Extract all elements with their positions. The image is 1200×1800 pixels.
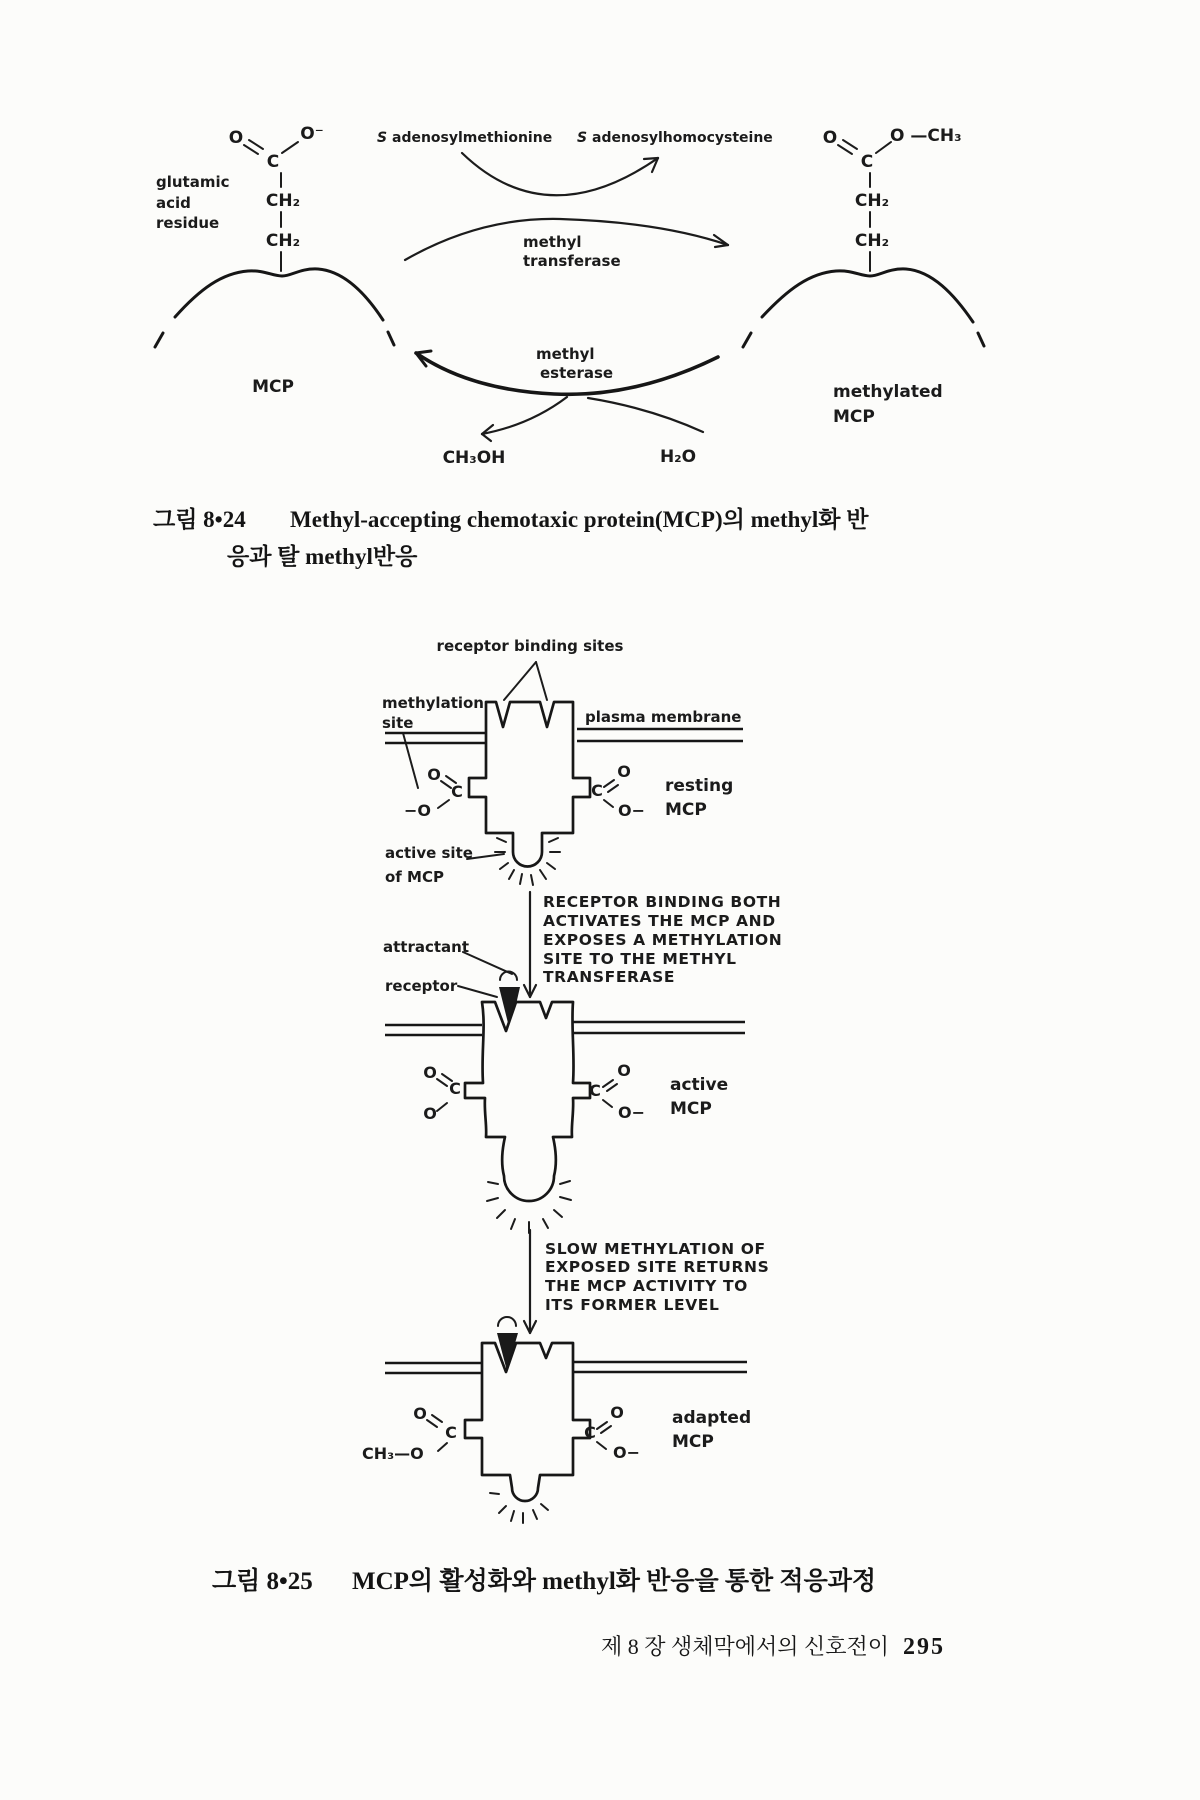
figure-8-25-diagram: [300, 600, 800, 1600]
text-line: SLOW METHYLATION OF: [545, 1240, 766, 1258]
group-ch2: CH₂: [265, 231, 301, 251]
atom-o: O: [617, 762, 631, 781]
group-ch2: CH₂: [265, 191, 301, 211]
adapted-mcp-label: [672, 1408, 751, 1452]
adapted-mcp-protein: [465, 1343, 590, 1501]
text-line: ITS FORMER LEVEL: [545, 1296, 720, 1314]
active-site-of-mcp-label: [385, 844, 473, 886]
label-line: site: [382, 714, 414, 732]
s-adenosylmethionine-label: [377, 130, 552, 146]
label-text: adenosylmethionine: [392, 130, 553, 146]
methylated-glutamate-structure: [823, 126, 962, 271]
active-right-carboxyl: [589, 1061, 645, 1122]
figure-8-24-caption-number: 그림 8•24: [153, 507, 246, 532]
label-s: S: [577, 130, 588, 146]
bond-lines: [427, 1415, 447, 1451]
ch3oh-label: CH₃OH: [442, 448, 506, 468]
atom-c: C: [445, 1423, 457, 1442]
page-number: 295: [903, 1634, 945, 1660]
sam-sah-arrow: [462, 153, 658, 195]
figure-8-25-caption-number: 그림 8•25: [212, 1568, 313, 1595]
adapted-left-ester: [362, 1404, 457, 1463]
s-adenosylhomocysteine-label: [577, 130, 773, 146]
down-arrow-1: [524, 892, 536, 997]
attractant-pointer: [463, 952, 512, 974]
label-line: MCP: [665, 800, 707, 820]
resting-left-carboxyl: [404, 765, 463, 820]
atom-c: C: [266, 152, 280, 172]
resting-mcp-label: [665, 776, 733, 820]
atom-o-minus: −O: [404, 801, 432, 820]
group-ch2: CH₂: [854, 231, 890, 251]
atom-o-minus: O⁻: [300, 124, 324, 144]
atom-o-minus: O−: [613, 1443, 641, 1462]
methylation-site-label: [382, 694, 484, 732]
adapted-right-carboxyl: [584, 1403, 640, 1462]
methyl-transferase-label: transferase: [523, 252, 621, 270]
methyl-esterase-label: methyl: [536, 345, 595, 363]
text-line: EXPOSED SITE RETURNS: [545, 1258, 770, 1276]
atom-c: C: [584, 1423, 596, 1442]
chapter-title: 제 8 장 생체막에서의 신호전이: [600, 1634, 889, 1659]
methylated-mcp-label: [833, 382, 943, 427]
label-line: active site: [385, 844, 473, 862]
atom-o: O: [427, 765, 441, 784]
group-ch2: CH₂: [854, 191, 890, 211]
h2o-label: H₂O: [659, 447, 697, 467]
label-line: MCP: [833, 407, 875, 427]
receptor-label: receptor: [385, 977, 458, 995]
methylation-site-pointer: [403, 733, 418, 788]
label-line: MCP: [672, 1432, 714, 1452]
atom-c: C: [860, 152, 874, 172]
bond-lines: [603, 1080, 617, 1107]
figure-8-24-diagram: [130, 95, 1010, 480]
group-ch3-o: CH₃—O: [362, 1444, 424, 1463]
label-line: adapted: [672, 1408, 752, 1428]
figure-8-24-caption-line2: 응과 탈 methyl반응: [227, 544, 418, 569]
h2o-line: [588, 398, 703, 432]
label-line: methylated: [833, 382, 943, 402]
binding-sites-pointer-lines: [504, 662, 547, 700]
figure-8-25-caption-text: MCP의 활성화와 methyl화 반응을 통한 적응과정: [352, 1568, 877, 1595]
methyl-esterase-label: esterase: [540, 364, 614, 382]
ch3oh-arrow: [482, 397, 567, 441]
receptor-binding-sites-label: receptor binding sites: [436, 637, 624, 655]
atom-o: O: [423, 1104, 437, 1123]
resting-mcp-protein: [469, 702, 590, 867]
atom-o: O: [228, 128, 244, 148]
glutamic-acid-structure: [229, 124, 324, 271]
text-line: TRANSFERASE: [543, 968, 676, 986]
label-line: residue: [156, 214, 220, 232]
atom-o-minus: O−: [618, 1103, 646, 1122]
slow-methylation-text-block: [545, 1240, 769, 1314]
group-o-ch3: O —CH₃: [890, 126, 962, 146]
atom-c: C: [451, 782, 463, 801]
text-line: EXPOSES A METHYLATION: [543, 931, 783, 949]
label-line: acid: [156, 194, 191, 212]
label-line: active: [670, 1075, 729, 1095]
figure-8-24-caption-line1: Methyl-accepting chemotaxic protein(MCP)의 methyl화 반: [290, 507, 869, 532]
text-line: RECEPTOR BINDING BOTH: [543, 893, 782, 911]
atom-o: O: [413, 1404, 427, 1423]
mcp-membrane-curve: [155, 269, 394, 347]
glutamic-acid-label: [156, 173, 230, 232]
methylated-mcp-membrane-curve: [743, 269, 984, 347]
atom-o: O: [610, 1403, 624, 1422]
label-line: glutamic: [156, 173, 230, 191]
methyl-transferase-label: methyl: [523, 233, 582, 251]
receptor-pointer: [458, 986, 497, 997]
text-line: ACTIVATES THE MCP AND: [543, 912, 776, 930]
atom-o-minus: O−: [618, 801, 646, 820]
label-line: of MCP: [385, 868, 444, 886]
attractant-label: attractant: [383, 938, 470, 956]
receptor-binding-text-block: [543, 893, 782, 986]
label-line: resting: [665, 776, 734, 796]
atom-c: C: [589, 1081, 601, 1100]
active-left-carboxyl: [423, 1063, 461, 1123]
atom-c: C: [591, 781, 603, 800]
page-footer: [520, 1630, 945, 1661]
plasma-membrane-label: plasma membrane: [585, 708, 742, 726]
label-s: S: [377, 130, 388, 146]
mcp-label: MCP: [252, 377, 294, 397]
atom-o: O: [822, 128, 838, 148]
label-line: MCP: [670, 1099, 712, 1119]
bond-lines: [604, 780, 618, 807]
atom-o: O: [617, 1061, 631, 1080]
atom-o: O: [423, 1063, 437, 1082]
resting-right-carboxyl: [591, 762, 645, 820]
label-line: methylation: [382, 694, 484, 712]
text-line: THE MCP ACTIVITY TO: [545, 1277, 748, 1295]
label-text: adenosylhomocysteine: [592, 130, 773, 146]
down-arrow-2: [524, 1230, 536, 1333]
active-mcp-protein: [465, 1002, 590, 1201]
atom-c: C: [449, 1079, 461, 1098]
text-line: SITE TO THE METHYL: [543, 950, 737, 968]
active-mcp-label: [670, 1075, 728, 1119]
bond-lines: [597, 1422, 611, 1449]
